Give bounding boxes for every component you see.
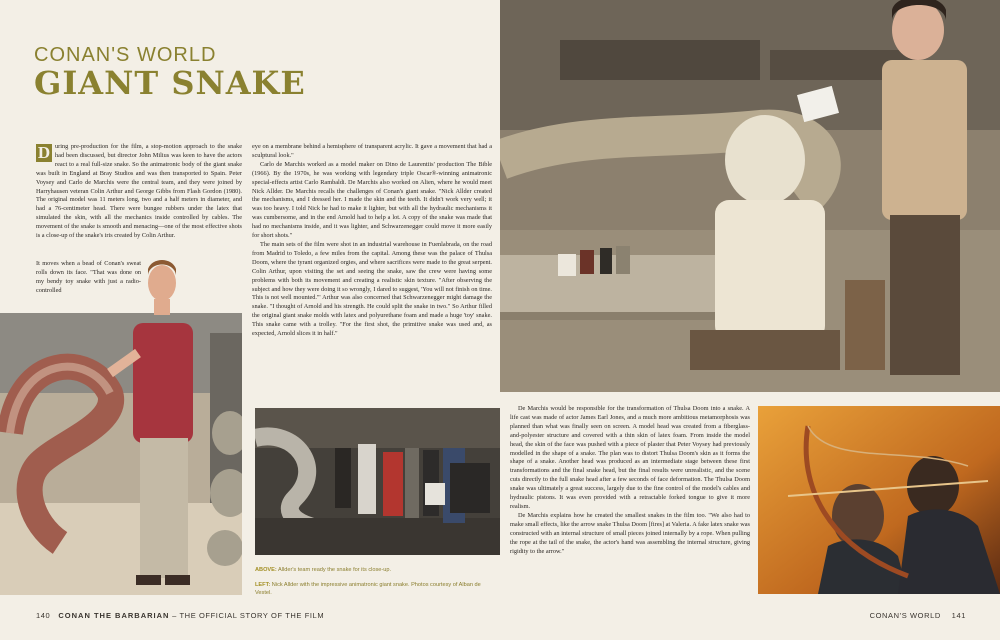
body-column-1-continued xyxy=(36,260,141,296)
page-number-right: 141 xyxy=(951,611,966,620)
book-title: CONAN THE BARBARIAN xyxy=(58,611,170,620)
body-column-1 xyxy=(36,143,242,241)
caption-left: LEFT: Nick Allder with the impressive animatronic giant snake. Photos courtesy of Alban de Vestel. xyxy=(255,582,481,596)
footer-right xyxy=(870,611,966,620)
page-number-left: 140 xyxy=(36,611,51,620)
body-column-3 xyxy=(510,405,750,556)
paragraph: D uring pre-production for the film, a stop-motion approach to the snake had been discussed, but director John Milius was keen to have the actors react to a real full-size snake. So the animatronic body of the giant snake was built in England at Bray Studios and was then transported to Spain. Peter Voysey and Carlo de Marchis were the central team, and they were joined by Harryhausen veteran Colin Arthur and George Gibbs from Flash Gordon (1980). The original model was 11 meters long, two and a half meters in diameter, and had a 76-centimeter head. There were bungee rubbers under the latex that simulated the skin, with all the mechanics inside controlled by cables. The movement of the snake is smooth and menacing—one of the most effective shots is a close-up of the snake's iris created by Colin Arthur. xyxy=(36,143,242,240)
paragraph: The main sets of the film were shot in an industrial warehouse in Fuenlabrada, on the road from Madrid to Toledo, a few miles from the capital. Among these was the palace of Thulsa Doom, where the tyrant organized orgies, and where sacrifices were made to the great serpent. Colin Arthur, upon visiting the set and seeing the snake, saw the crew were having some problems with both its movement and creating a realistic skin texture. "After observing the subject and how they were doing it so wrongly, I dared to suggest, 'You will not finish on time. This is not well mounted.'" Arthur was also concerned that Schwarzenegger might damage the snake. "I thought of Arnold and his strength. He could split the snake in two." So Arthur filled the original giant snake molds with latex and polyurethane foam and made a huge 'toy' snake. This snake came with a trolley. "For the first shot, the primitive snake was used and, as expected, Arnold slices it in half." xyxy=(252,240,492,338)
photo-nick-allder-with-snake xyxy=(0,313,242,595)
photo-crew-with-snake xyxy=(255,408,500,555)
page-title: GIANT SNAKE xyxy=(34,64,306,102)
paragraph: De Marchis explains how he created the smallest snakes in the film too. "We also had to make small effects, like the arrow snake Thulsa Doom [fires] at Valeria. A fake latex snake was constructed with an internal structure of small pieces joined internally by a rope. When pulling the rope at the tail of the snake, the actor's hand was assembling the internal structure, giving rigidity to the arrow." xyxy=(510,511,750,555)
caption-above: ABOVE: Allder's team ready the snake for its close-up. xyxy=(255,567,392,573)
body-column-2 xyxy=(252,143,492,339)
book-subtitle: – THE OFFICIAL STORY OF THE FILM xyxy=(172,611,325,620)
paragraph: De Marchis would be responsible for the transformation of Thulsa Doom into a snake. A life cast was made of actor James Earl Jones, and a much more ambitious metamorphosis was planned than what was finally seen on screen. A model head was created from a fiberglass-and-polyester structure and covered with a thin skin of latex foam. From inside the model head, the skin of the face was pushed with a piece of plaster that Peter Voysey had previously modelled in the shape of a snake. The plan was to distort Thulsa Doom's skin as it forms the shape of a snake. Another head was produced as an intermediate stage between these first transformations and the final snake head, but the final results were unrealistic, and the scene cuts directly to the full snake head after a few seconds of face deformation. The Thulsa Doom snake was ultimately a great success, largely due to the fine control of the model's cables and hydraulic pistons. It was even provided with a retractable forked tongue to give it more realism. xyxy=(510,405,750,510)
photo-man-head xyxy=(142,255,182,315)
footer-left xyxy=(36,611,324,620)
photo-film-still-archer xyxy=(758,406,1000,594)
photo-workshop-painting-snake xyxy=(500,0,1000,392)
section-label: CONAN'S WORLD xyxy=(34,44,217,66)
section-footer-label: CONAN'S WORLD xyxy=(869,611,941,620)
paragraph: Carlo de Marchis worked as a model maker on Dino de Laurentiis' production The Bible (1966). By the 1970s, he was working with legendary triple Oscar®-winning animatronic special-effects artist Carlo Rambaldi. De Marchis also worked on Alien, where he would meet Nick Allder. De Marchis recalls the challenges of Conan's giant snake. "Nick Allder created the mechanisms, and I dressed her. I made the skin and the teeth. It didn't work very well; it was too heavy. I told Nick he had to make it lighter, but with all the hydraulic mechanisms it was cumbersome, and in the end Arnold had to help a lot. A copy of the snake was made that had no mechanisms inside, and it was lighter, and Schwarzenegger could move it more easily for short shots." xyxy=(252,160,492,240)
paragraph: It moves when a bead of Conan's sweat rolls down its face. "That was done on my bendy toy snake with just a radio-controlled xyxy=(36,260,141,294)
drop-cap: D xyxy=(37,143,51,162)
paragraph: eye on a membrane behind a hemisphere of transparent acrylic. It gave a movement that had a sculptural look." xyxy=(252,143,492,159)
